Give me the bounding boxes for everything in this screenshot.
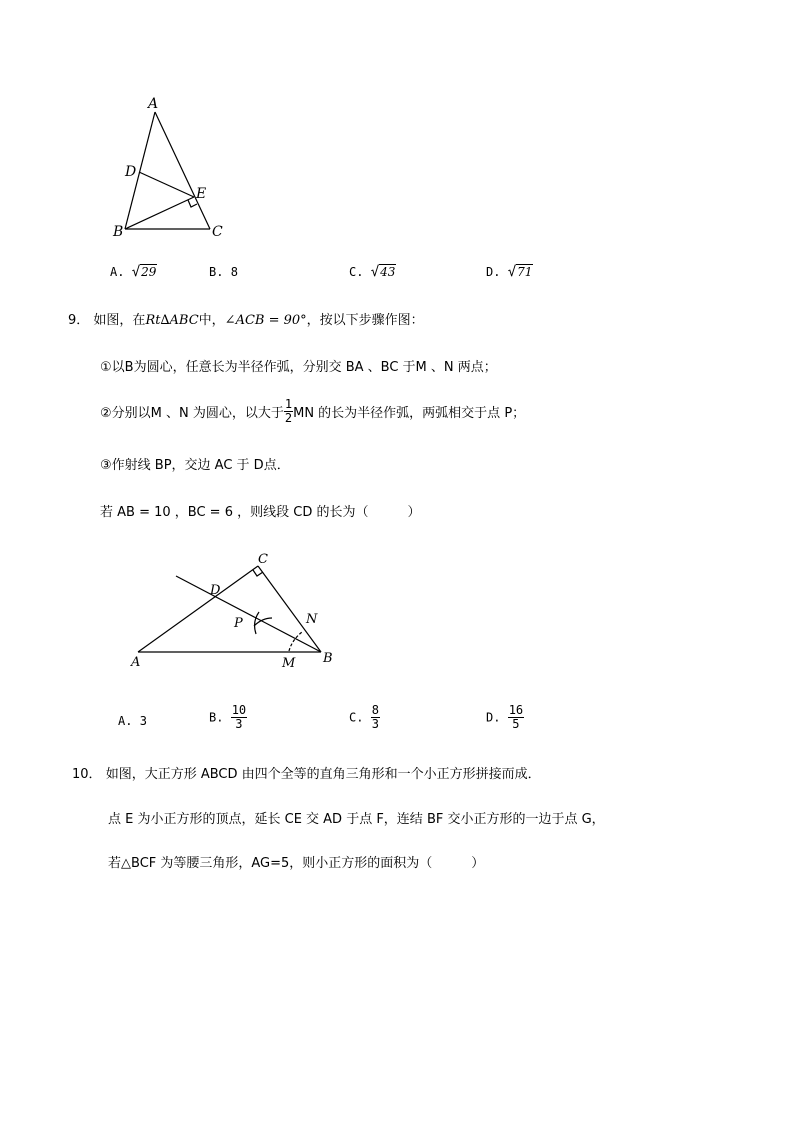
- q9-condition: 若 AB = 10 ，BC = 6 ，则线段 CD 的长为（ ）: [100, 505, 421, 520]
- q8-option-a: A. √29: [110, 264, 157, 280]
- q9-option-d: D. $\frac{16}{5}$: [486, 703, 524, 731]
- q9-label-p: P: [234, 616, 243, 631]
- q9-step1: ①以B为圆心，任意长为半径作弧，分别交 BA 、BC 于M 、N 两点；: [100, 360, 497, 375]
- q9-label-b: B: [323, 651, 333, 666]
- q9-option-a: A. 3: [118, 714, 147, 728]
- q8-label-e: E: [196, 186, 207, 202]
- q8-label-a: A: [148, 96, 159, 112]
- q10-line2: 点 E 为小正方形的顶点，延长 CE 交 AD 于点 F，连结 BF 交小正方形的一边于点 G，: [108, 812, 605, 827]
- q8-option-c: C. √43: [349, 264, 396, 280]
- q8-label-d: D: [125, 164, 137, 180]
- q8-label-b: B: [113, 224, 124, 240]
- q8-option-d: D. √71: [486, 264, 533, 280]
- q9-step2: ②分别以M 、N 为圆心，以大于 $\frac{1}{2}$ MN 的长为半径作弧，两弧相交于点 P；: [100, 397, 526, 425]
- q10-line3: 若△BCF 为等腰三角形，AG=5，则小正方形的面积为（ ）: [108, 856, 485, 871]
- q9-label-m: M: [282, 656, 296, 671]
- q9-step3: ③作射线 BP，交边 AC 于 D点．: [100, 458, 290, 473]
- q8-triangle-figure: [100, 92, 240, 242]
- q9-construction-figure: [125, 545, 345, 675]
- q10-line1: 10． 如图，大正方形 ABCD 由四个全等的直角三角形和一个小正方形拼接而成．: [72, 767, 541, 782]
- q9-option-b: B. $\frac{10}{3}$: [209, 703, 247, 731]
- q8-label-c: C: [212, 224, 223, 240]
- q9-option-c: C. $\frac{8}{3}$: [349, 703, 379, 731]
- q9-label-c: C: [258, 552, 268, 567]
- q9-label-a: A: [131, 655, 141, 670]
- q9-label-d: D: [210, 583, 221, 598]
- q8-option-b: B. 8: [209, 265, 238, 279]
- q9-label-n: N: [306, 612, 318, 627]
- q9-stem: 9． 如图，在Rt∆ABC中，∠ACB = 90°，按以下步骤作图：: [68, 313, 424, 328]
